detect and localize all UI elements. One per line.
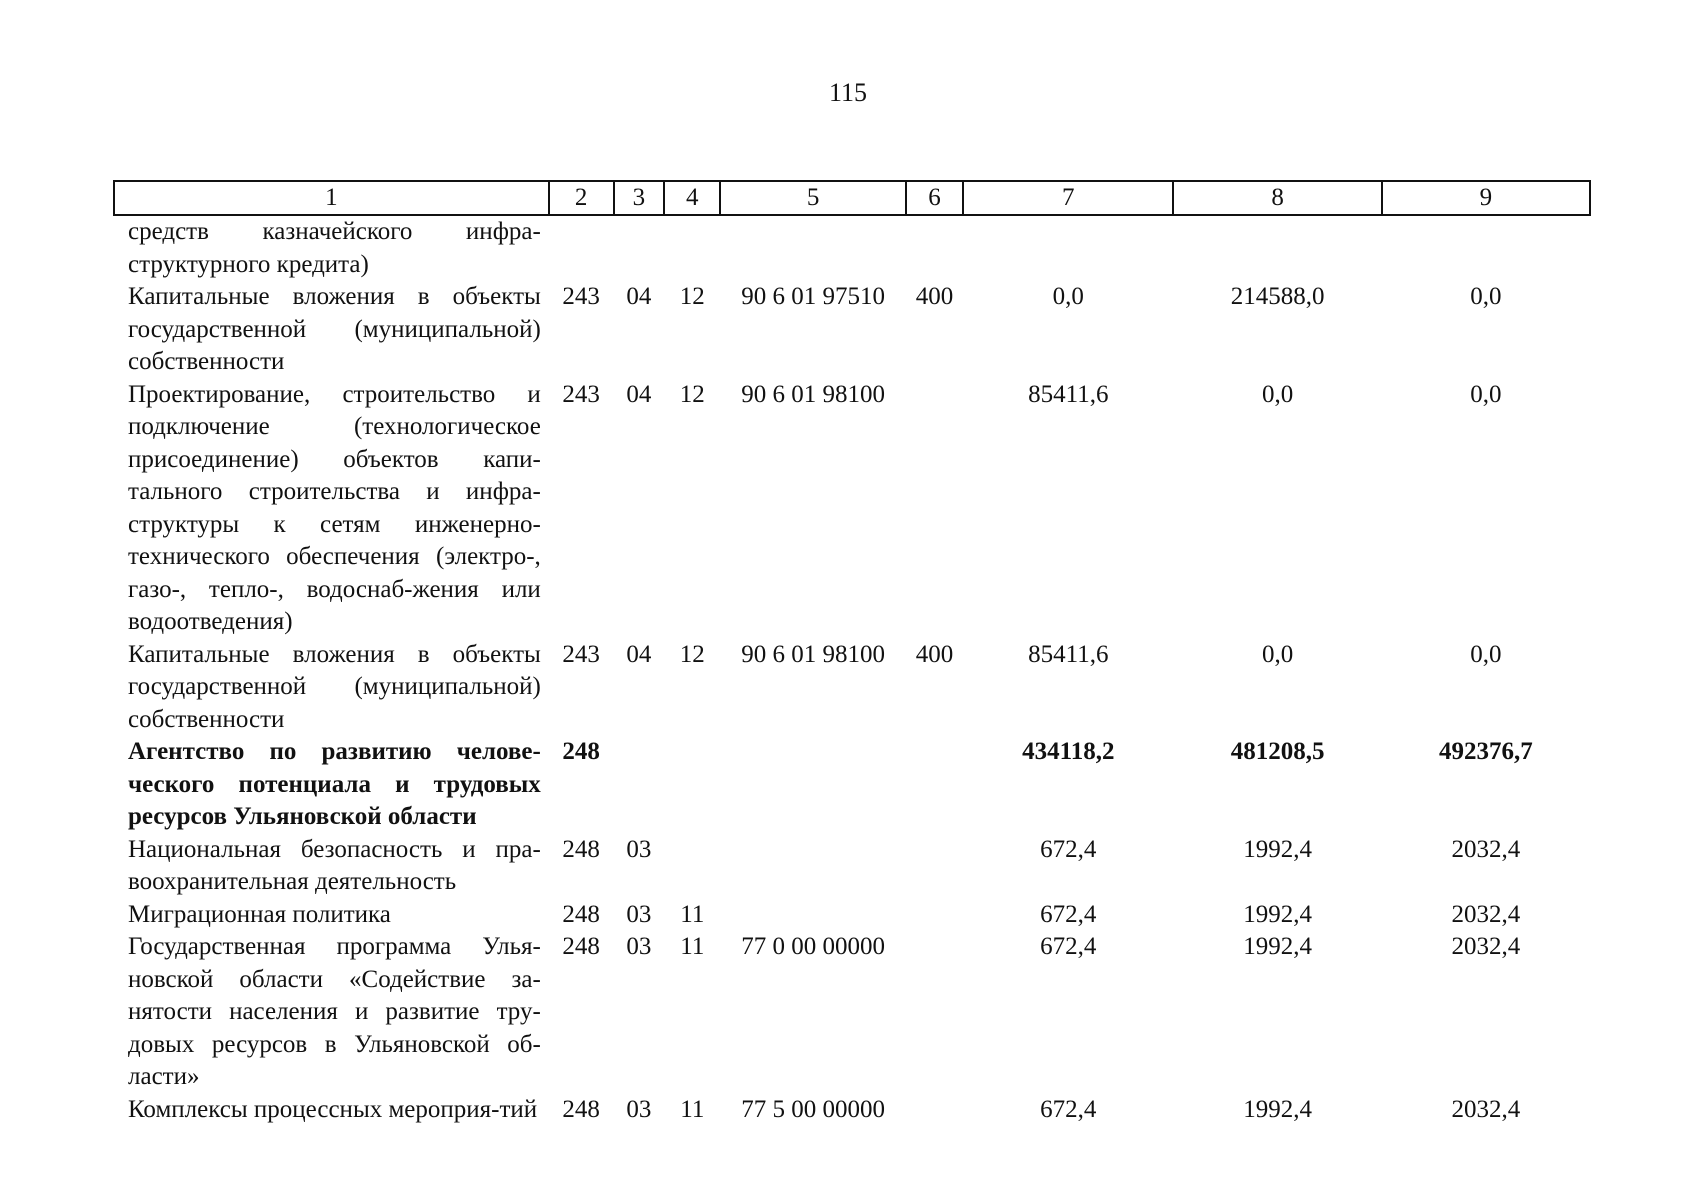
amount-col-8: 1992,4 [1243, 1095, 1312, 1123]
code-target: 77 5 00 00000 [741, 1095, 885, 1123]
code-target: 90 6 01 98100 [741, 380, 885, 408]
amount-col-8: 1992,4 [1243, 900, 1312, 928]
code-ministry: 248 [562, 933, 600, 960]
code-target: 90 6 01 98100 [741, 640, 885, 668]
amount-col-9: 0,0 [1470, 283, 1502, 310]
code-subsection: 12 [679, 380, 705, 408]
code-type: 400 [915, 640, 954, 668]
table-row [114, 899, 1590, 932]
amount-col-9: 2032,4 [1451, 900, 1521, 928]
table-row [114, 931, 1590, 1094]
amount-col-9: 2032,4 [1451, 933, 1521, 960]
amount-col-7: 85411,6 [1028, 380, 1109, 408]
header-col-6: 6 [906, 181, 963, 215]
amount-col-9: 2032,4 [1451, 1095, 1521, 1123]
code-target [720, 215, 906, 281]
amount-col-7: 85411,6 [1028, 640, 1109, 668]
code-section [614, 736, 665, 834]
amount-col-9: 492376,7 [1438, 738, 1533, 765]
code-ministry: 248 [562, 835, 600, 863]
amount-col-9: 0,0 [1470, 380, 1502, 408]
row-name: Национальная безопасность и пра-воохранительная деятельность [128, 835, 541, 895]
code-type [906, 931, 963, 1094]
amount-col-8: 214588,0 [1230, 283, 1325, 310]
amount-col-7: 672,4 [1040, 1095, 1097, 1123]
table-row [114, 379, 1590, 639]
code-subsection: 11 [680, 933, 705, 960]
code-ministry: 243 [562, 283, 600, 310]
code-type [906, 899, 963, 932]
code-subsection [664, 215, 720, 281]
row-name: Агентство по развитию челове-ческого потенциала и трудовых ресурсов Ульяновской области [128, 738, 541, 830]
amount-col-8: 0,0 [1261, 640, 1294, 668]
amount-col-8: 1992,4 [1243, 835, 1312, 863]
table-row [114, 834, 1590, 899]
code-section: 03 [626, 933, 652, 960]
row-name: Государственная программа Улья-новской области «Содействие за-нятости населения и развитие тру-довых ресурсов в Ульяновской об-ласти» [128, 933, 541, 1090]
code-ministry: 248 [562, 900, 600, 928]
amount-col-7: 434118,2 [1022, 738, 1115, 765]
code-target: 77 0 00 00000 [741, 933, 885, 960]
header-col-9: 9 [1382, 181, 1590, 215]
amount-col-8: 1992,4 [1243, 933, 1312, 960]
code-section: 04 [626, 283, 652, 310]
code-section: 03 [626, 835, 652, 863]
code-type [906, 379, 963, 639]
row-name: Миграционная политика [128, 900, 391, 928]
amount-col-9 [1382, 215, 1590, 281]
code-target [720, 736, 906, 834]
code-subsection [664, 834, 720, 899]
row-name: Проектирование, строительство и подключение (технологическое присоединение) объектов капи-тального строительства и инфра-структуры к сетям инженерно-технического обеспечения (электро-, газо-, тепло-, водоснаб-жения или водоотведения) [128, 380, 541, 635]
amount-col-9: 2032,4 [1451, 835, 1521, 863]
header-col-4: 4 [664, 181, 720, 215]
row-name: Капитальные вложения в объекты государственной (муниципальной) собственности [128, 283, 541, 375]
amount-col-7 [963, 215, 1173, 281]
amount-col-7: 672,4 [1040, 900, 1097, 928]
code-ministry: 248 [562, 1095, 600, 1123]
code-ministry [549, 215, 614, 281]
code-type: 400 [915, 283, 954, 310]
code-section [614, 215, 665, 281]
code-section: 03 [626, 1095, 652, 1123]
amount-col-8: 481208,5 [1230, 738, 1325, 765]
row-name: Комплексы процессных мероприя-тий [128, 1095, 538, 1123]
header-col-3: 3 [614, 181, 665, 215]
code-ministry: 243 [562, 640, 600, 668]
header-col-1: 1 [114, 181, 549, 215]
code-type [906, 736, 963, 834]
code-type [906, 215, 963, 281]
row-name: Капитальные вложения в объекты государственной (муниципальной) собственности [128, 640, 541, 733]
code-subsection: 11 [680, 900, 705, 928]
code-subsection: 12 [679, 640, 705, 668]
table-row [114, 281, 1590, 379]
code-section: 04 [626, 380, 652, 408]
code-ministry: 248 [562, 738, 600, 765]
amount-col-8 [1173, 215, 1381, 281]
code-subsection [664, 736, 720, 834]
header-col-5: 5 [720, 181, 906, 215]
header-row [114, 181, 1590, 215]
code-subsection: 12 [679, 283, 705, 310]
amount-col-7: 0,0 [1052, 283, 1084, 310]
page-number: 115 [828, 78, 868, 107]
code-section: 04 [626, 640, 652, 668]
code-ministry: 243 [562, 380, 600, 408]
amount-col-7: 672,4 [1040, 835, 1097, 863]
amount-col-9: 0,0 [1470, 640, 1502, 668]
code-target [720, 899, 906, 932]
table-row [114, 736, 1590, 834]
header-col-8: 8 [1173, 181, 1381, 215]
table-row [114, 1094, 1590, 1127]
code-type [906, 834, 963, 899]
header-col-7: 7 [963, 181, 1173, 215]
table-row [114, 215, 1590, 281]
code-target: 90 6 01 97510 [741, 283, 885, 310]
amount-col-7: 672,4 [1040, 933, 1097, 960]
row-name: средств казначейского инфра-структурного кредита) [128, 218, 541, 278]
table-row [114, 639, 1590, 737]
header-col-2: 2 [549, 181, 614, 215]
code-subsection: 11 [680, 1095, 705, 1123]
code-section: 03 [626, 900, 652, 928]
code-target [720, 834, 906, 899]
amount-col-8: 0,0 [1261, 380, 1294, 408]
code-type [906, 1094, 963, 1127]
budget-table [113, 180, 1591, 1126]
